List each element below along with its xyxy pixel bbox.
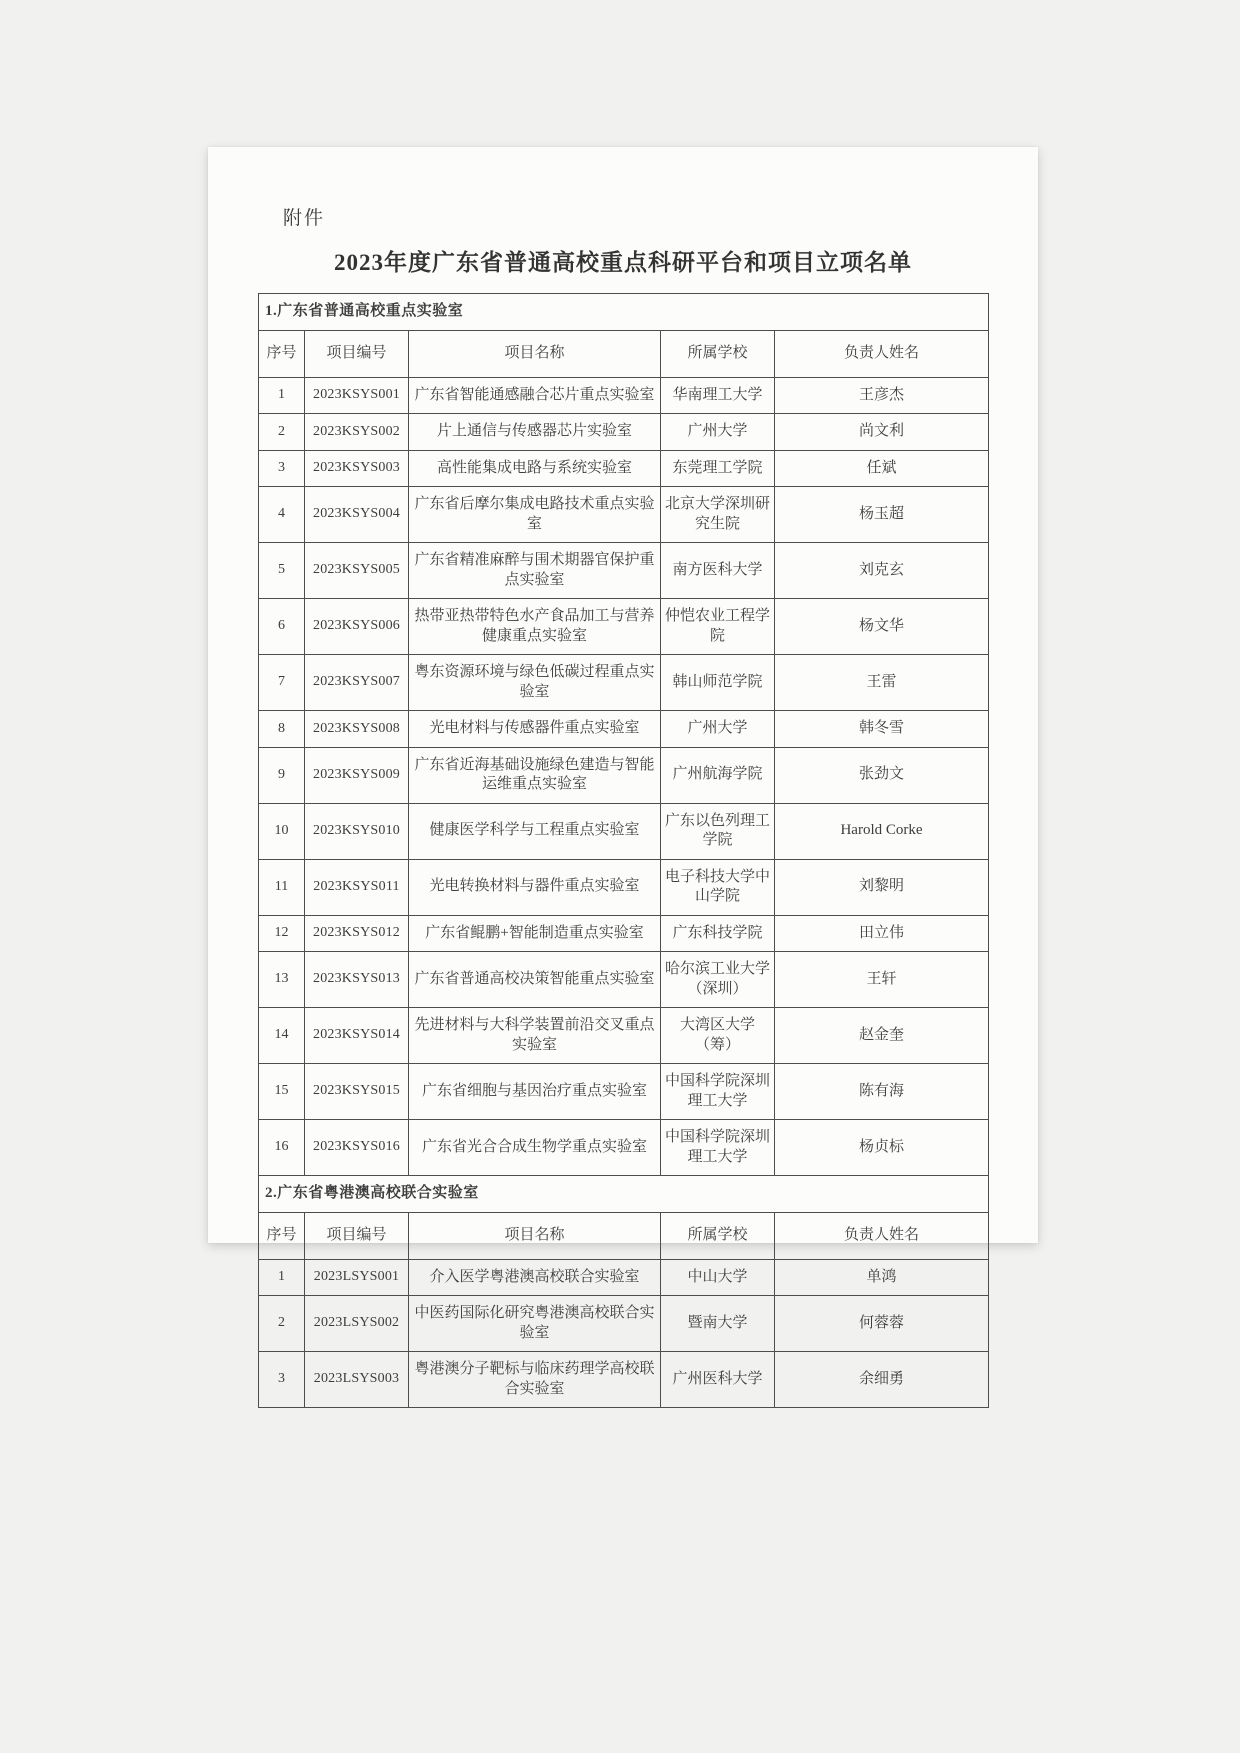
- col-header-project: 项目名称: [409, 330, 661, 377]
- table-row: [259, 450, 989, 487]
- school: 广州航海学院: [661, 747, 775, 803]
- attachment-label: 附件: [283, 208, 326, 229]
- table-row: [259, 655, 989, 711]
- table-row: [259, 1120, 989, 1176]
- col-header-index: 序号: [259, 1212, 305, 1259]
- school: 广州大学: [661, 414, 775, 451]
- row-index: 13: [259, 952, 305, 1008]
- leader-name: 赵金奎: [775, 1008, 989, 1064]
- leader-name: 单鸿: [775, 1259, 989, 1296]
- school: 华南理工大学: [661, 377, 775, 414]
- section-title-row: [259, 294, 989, 331]
- col-header-school: 所属学校: [661, 330, 775, 377]
- project-code: 2023KSYS007: [305, 655, 409, 711]
- leader-name: 杨文华: [775, 599, 989, 655]
- table-row: [259, 1064, 989, 1120]
- school: 中国科学院深圳理工大学: [661, 1120, 775, 1176]
- table-row: [259, 1008, 989, 1064]
- project-code: 2023KSYS015: [305, 1064, 409, 1120]
- leader-name: 任斌: [775, 450, 989, 487]
- project-name: 健康医学科学与工程重点实验室: [409, 803, 661, 859]
- leader-name: 王雷: [775, 655, 989, 711]
- col-header-leader: 负责人姓名: [775, 1212, 989, 1259]
- project-code: 2023KSYS003: [305, 450, 409, 487]
- project-name: 广东省普通高校决策智能重点实验室: [409, 952, 661, 1008]
- key-lab-table-body: [259, 377, 989, 1176]
- row-index: 10: [259, 803, 305, 859]
- table-row: [259, 1259, 989, 1296]
- key-lab-table-head: [259, 294, 989, 378]
- row-index: 9: [259, 747, 305, 803]
- col-header-index: 序号: [259, 330, 305, 377]
- table-row: [259, 952, 989, 1008]
- leader-name: Harold Corke: [775, 803, 989, 859]
- leader-name: 王彦杰: [775, 377, 989, 414]
- project-code: 2023KSYS012: [305, 915, 409, 952]
- project-code: 2023KSYS011: [305, 859, 409, 915]
- project-name: 片上通信与传感器芯片实验室: [409, 414, 661, 451]
- project-name: 广东省智能通感融合芯片重点实验室: [409, 377, 661, 414]
- project-name: 广东省精准麻醉与围术期器官保护重点实验室: [409, 543, 661, 599]
- leader-name: 田立伟: [775, 915, 989, 952]
- project-code: 2023KSYS013: [305, 952, 409, 1008]
- table-row: [259, 414, 989, 451]
- table-row: [259, 1296, 989, 1352]
- row-index: 1: [259, 1259, 305, 1296]
- row-index: 11: [259, 859, 305, 915]
- row-index: 7: [259, 655, 305, 711]
- joint-lab-table-body: [259, 1259, 989, 1408]
- project-name: 广东省鲲鹏+智能制造重点实验室: [409, 915, 661, 952]
- leader-name: 杨贞标: [775, 1120, 989, 1176]
- school: 南方医科大学: [661, 543, 775, 599]
- row-index: 8: [259, 711, 305, 748]
- leader-name: 王轩: [775, 952, 989, 1008]
- row-index: 1: [259, 377, 305, 414]
- project-name: 中医药国际化研究粤港澳高校联合实验室: [409, 1296, 661, 1352]
- header-row: [259, 1212, 989, 1259]
- project-name: 广东省近海基础设施绿色建造与智能运维重点实验室: [409, 747, 661, 803]
- col-header-school: 所属学校: [661, 1212, 775, 1259]
- leader-name: 尚文利: [775, 414, 989, 451]
- leader-name: 刘克玄: [775, 543, 989, 599]
- row-index: 4: [259, 487, 305, 543]
- project-code: 2023LSYS003: [305, 1352, 409, 1408]
- row-index: 5: [259, 543, 305, 599]
- project-code: 2023KSYS009: [305, 747, 409, 803]
- leader-name: 杨玉超: [775, 487, 989, 543]
- project-code: 2023KSYS006: [305, 599, 409, 655]
- row-index: 14: [259, 1008, 305, 1064]
- project-code: 2023KSYS016: [305, 1120, 409, 1176]
- school: 广州大学: [661, 711, 775, 748]
- row-index: 2: [259, 1296, 305, 1352]
- school: 暨南大学: [661, 1296, 775, 1352]
- project-name: 热带亚热带特色水产食品加工与营养健康重点实验室: [409, 599, 661, 655]
- project-name: 介入医学粤港澳高校联合实验室: [409, 1259, 661, 1296]
- project-code: 2023KSYS008: [305, 711, 409, 748]
- table-row: [259, 859, 989, 915]
- key-lab-table: [258, 293, 989, 1176]
- row-index: 12: [259, 915, 305, 952]
- project-code: 2023KSYS014: [305, 1008, 409, 1064]
- table-row: [259, 803, 989, 859]
- joint-lab-table: [258, 1175, 989, 1408]
- table-row: [259, 599, 989, 655]
- leader-name: 余细勇: [775, 1352, 989, 1408]
- school: 仲恺农业工程学院: [661, 599, 775, 655]
- school: 广东以色列理工学院: [661, 803, 775, 859]
- project-code: 2023LSYS002: [305, 1296, 409, 1352]
- project-name: 先进材料与大科学装置前沿交叉重点实验室: [409, 1008, 661, 1064]
- document-page: [208, 147, 1038, 1397]
- page-title: 2023年度广东省普通高校重点科研平台和项目立项名单: [334, 250, 912, 275]
- table-row: [259, 543, 989, 599]
- project-name: 广东省细胞与基因治疗重点实验室: [409, 1064, 661, 1120]
- school: 大湾区大学（筹）: [661, 1008, 775, 1064]
- project-name: 光电材料与传感器件重点实验室: [409, 711, 661, 748]
- table-row: [259, 487, 989, 543]
- page-content: [208, 147, 1038, 1408]
- leader-name: 陈有海: [775, 1064, 989, 1120]
- school: 韩山师范学院: [661, 655, 775, 711]
- col-header-project: 项目名称: [409, 1212, 661, 1259]
- row-index: 6: [259, 599, 305, 655]
- project-name: 高性能集成电路与系统实验室: [409, 450, 661, 487]
- project-code: 2023KSYS001: [305, 377, 409, 414]
- section-title: 1.广东省普通高校重点实验室: [259, 294, 989, 331]
- leader-name: 何蓉蓉: [775, 1296, 989, 1352]
- school: 中山大学: [661, 1259, 775, 1296]
- col-header-code: 项目编号: [305, 1212, 409, 1259]
- header-row: [259, 330, 989, 377]
- table-row: [259, 1352, 989, 1408]
- school: 北京大学深圳研究生院: [661, 487, 775, 543]
- leader-name: 张劲文: [775, 747, 989, 803]
- project-name: 广东省后摩尔集成电路技术重点实验室: [409, 487, 661, 543]
- row-index: 2: [259, 414, 305, 451]
- project-code: 2023KSYS004: [305, 487, 409, 543]
- project-code: 2023KSYS010: [305, 803, 409, 859]
- row-index: 15: [259, 1064, 305, 1120]
- section-title-row: [259, 1176, 989, 1213]
- school: 电子科技大学中山学院: [661, 859, 775, 915]
- col-header-leader: 负责人姓名: [775, 330, 989, 377]
- table-row: [259, 377, 989, 414]
- school: 哈尔滨工业大学（深圳）: [661, 952, 775, 1008]
- col-header-code: 项目编号: [305, 330, 409, 377]
- leader-name: 韩冬雪: [775, 711, 989, 748]
- leader-name: 刘黎明: [775, 859, 989, 915]
- project-name: 光电转换材料与器件重点实验室: [409, 859, 661, 915]
- row-index: 3: [259, 1352, 305, 1408]
- joint-lab-table-head: [259, 1176, 989, 1260]
- project-name: 粤港澳分子靶标与临床药理学高校联合实验室: [409, 1352, 661, 1408]
- school: 东莞理工学院: [661, 450, 775, 487]
- project-code: 2023KSYS002: [305, 414, 409, 451]
- school: 广东科技学院: [661, 915, 775, 952]
- project-code: 2023LSYS001: [305, 1259, 409, 1296]
- section-title: 2.广东省粤港澳高校联合实验室: [259, 1176, 989, 1213]
- row-index: 16: [259, 1120, 305, 1176]
- project-code: 2023KSYS005: [305, 543, 409, 599]
- project-name: 广东省光合合成生物学重点实验室: [409, 1120, 661, 1176]
- table-row: [259, 711, 989, 748]
- row-index: 3: [259, 450, 305, 487]
- table-row: [259, 915, 989, 952]
- school: 中国科学院深圳理工大学: [661, 1064, 775, 1120]
- school: 广州医科大学: [661, 1352, 775, 1408]
- project-name: 粤东资源环境与绿色低碳过程重点实验室: [409, 655, 661, 711]
- table-row: [259, 747, 989, 803]
